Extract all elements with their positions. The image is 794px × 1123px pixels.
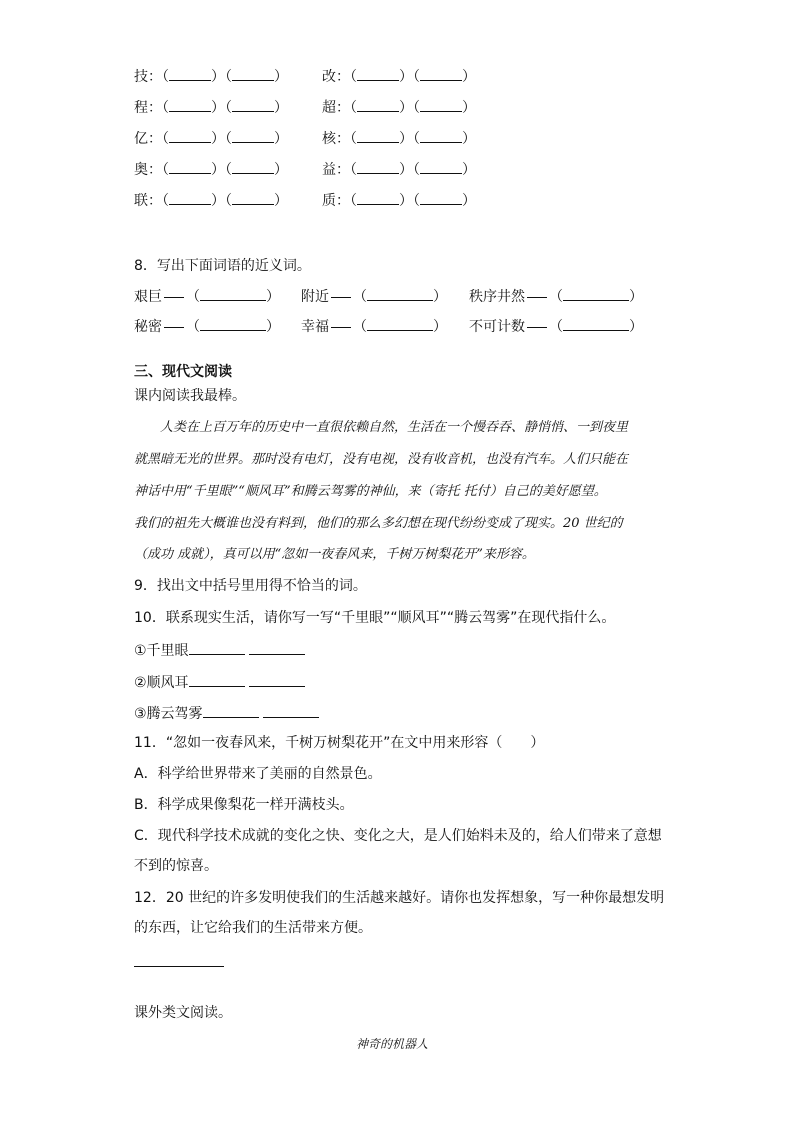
char-item: 益：（ ）（ ） [322,159,476,180]
q11-option-c[interactable]: C．现代科学技术成就的变化之快、变化之大，是人们始料未及的，给人们带来了意想 [134,828,662,844]
passage-line: （成功 成就），真可以用“忽如一夜春风来，千树万树梨花开”来形容。 [134,547,535,562]
q8-item: 秩序井然 （ ） [469,286,643,307]
answer-blank[interactable] [169,97,211,112]
answer-blank[interactable] [563,286,629,301]
q12-line: 12．20 世纪的许多发明使我们的生活越来越好。请你也发挥想象，写一种你最想发明 [134,890,665,906]
answer-blank[interactable] [420,159,462,174]
char-item: 联：（ ）（ ） [134,190,288,211]
char-item: 技：（ ）（ ） [134,66,288,87]
q9: 9．找出文中括号里用得不恰当的词。 [134,578,367,594]
passage-line: 就黑暗无光的世界。那时没有电灯，没有电视，没有收音机，也没有汽车。人们只能在 [134,452,629,467]
q11: 11．“忽如一夜春风来，千树万树梨花开”在文中用来形容（ ） [134,735,545,751]
q11-option-b[interactable]: B．科学成果像梨花一样开满枝头。 [134,797,354,813]
passage-line: 人类在上百万年的历史中一直很依赖自然，生活在一个慢吞吞、静悄悄、一到夜里 [160,420,629,435]
answer-blank[interactable] [357,97,399,112]
q8-item: 秘密 （ ） [134,316,280,337]
dash [164,327,184,328]
extra-reading-title: 神奇的机器人 [356,1037,429,1051]
answer-blank[interactable] [420,128,462,143]
answer-blank[interactable] [169,159,211,174]
char-item: 奥：（ ）（ ） [134,159,288,180]
q11-option-c-cont: 不到的惊喜。 [134,858,218,874]
q10-item: ②顺风耳 [134,672,305,693]
dash [164,297,184,298]
answer-blank[interactable] [357,159,399,174]
dash [527,327,547,328]
dash [331,327,351,328]
answer-blank[interactable] [357,66,399,81]
answer-blank[interactable] [420,66,462,81]
section-heading: 三、现代文阅读 [134,364,232,380]
answer-blank[interactable] [232,128,274,143]
answer-blank[interactable] [367,286,433,301]
in-class-reading-label: 课内阅读我最棒。 [134,388,246,404]
q8-item: 附近 （ ） [301,286,447,307]
q8-item: 艰巨 （ ） [134,286,280,307]
answer-blank[interactable] [263,703,319,718]
answer-blank[interactable] [563,316,629,331]
char-item: 改：（ ）（ ） [322,66,476,87]
q10: 10．联系现实生活，请你写一写“千里眼”“顺风耳”“腾云驾雾”在现代指什么。 [134,610,616,626]
q10-item: ③腾云驾雾 [134,703,319,724]
answer-blank[interactable] [420,190,462,205]
answer-blank[interactable] [357,190,399,205]
q8-title: 8．写出下面词语的近义词。 [134,258,311,274]
char-item: 超：（ ）（ ） [322,97,476,118]
q10-item: ①千里眼 [134,640,305,661]
char-item: 亿：（ ）（ ） [134,128,288,149]
answer-blank[interactable] [169,128,211,143]
answer-blank[interactable] [249,640,305,655]
char-item: 核：（ ）（ ） [322,128,476,149]
answer-blank[interactable] [367,316,433,331]
answer-blank[interactable] [169,190,211,205]
q8-item: 幸福 （ ） [301,316,447,337]
dash [527,297,547,298]
char-item: 程：（ ）（ ） [134,97,288,118]
q8-item: 不可计数 （ ） [469,316,643,337]
dash [331,297,351,298]
answer-blank[interactable] [232,66,274,81]
answer-blank[interactable] [189,640,245,655]
answer-blank[interactable] [232,159,274,174]
answer-blank[interactable] [232,190,274,205]
answer-blank[interactable] [203,703,259,718]
answer-blank[interactable] [232,97,274,112]
char-item: 质：（ ）（ ） [322,190,476,211]
q12-line: 的东西，让它给我们的生活带来方便。 [134,920,372,936]
q11-option-a[interactable]: A．科学给世界带来了美丽的自然景色。 [134,766,382,782]
passage-line: 我们的祖先大概谁也没有料到，他们的那么多幻想在现代纷纷变成了现实。20 世纪的 [134,516,623,531]
answer-blank[interactable] [200,316,266,331]
answer-blank[interactable] [420,97,462,112]
passage-line: 神话中用“千里眼”“顺风耳”和腾云驾雾的神仙，来（寄托 托付）自己的美好愿望。 [134,484,607,499]
answer-blank[interactable] [249,672,305,687]
answer-blank[interactable] [169,66,211,81]
answer-blank[interactable] [357,128,399,143]
answer-line[interactable] [134,966,224,967]
extra-reading-label: 课外类文阅读。 [134,1005,232,1021]
answer-blank[interactable] [189,672,245,687]
answer-blank[interactable] [200,286,266,301]
